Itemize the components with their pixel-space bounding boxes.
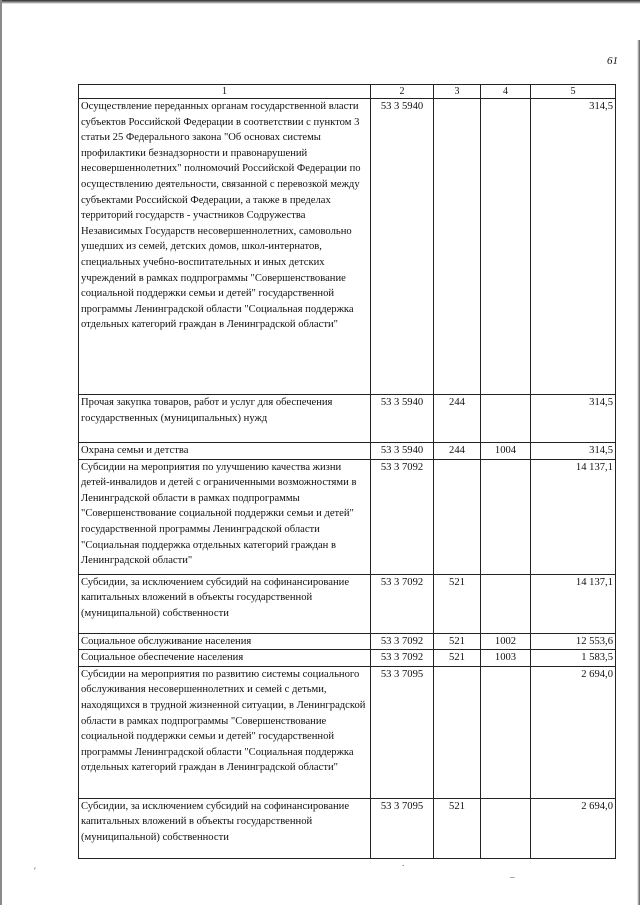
table-row	[79, 574, 616, 633]
row-expense-type: 521	[434, 798, 481, 858]
page-number: 61	[607, 55, 618, 67]
row-name: Социальное обслуживание населения	[79, 633, 371, 650]
row-name: Социальное обеспечение населения	[79, 650, 371, 667]
header-cell: 4	[481, 85, 531, 99]
table-row	[79, 99, 616, 395]
header-cell: 5	[531, 85, 616, 99]
table-row	[79, 666, 616, 798]
table-row	[79, 459, 616, 574]
row-expense-type	[434, 666, 481, 798]
row-target-code: 53 3 5940	[371, 395, 434, 443]
row-target-code: 53 3 7092	[371, 650, 434, 667]
row-target-code: 53 3 7095	[371, 798, 434, 858]
row-section: 1002	[481, 633, 531, 650]
row-name: Субсидии, за исключением субсидий на софинансирование капитальных вложений в объекты государственной (муниципальной) собственности	[79, 798, 371, 858]
row-amount: 314,5	[531, 443, 616, 460]
row-name: Охрана семьи и детства	[79, 443, 371, 460]
row-expense-type: 521	[434, 650, 481, 667]
row-expense-type: 521	[434, 574, 481, 633]
row-amount: 314,5	[531, 395, 616, 443]
row-target-code: 53 3 7092	[371, 633, 434, 650]
row-amount: 12 553,6	[531, 633, 616, 650]
row-section	[481, 666, 531, 798]
table-row	[79, 798, 616, 858]
row-target-code: 53 3 5940	[371, 443, 434, 460]
scan-speck: ′	[34, 866, 36, 876]
row-name: Субсидии на мероприятия по развитию системы социального обслуживания несовершеннолетних и семей с детьми, находящихся в трудной жизненной ситуации, в Ленинградской области в рамках подпрограммы "Совершенствование социальной поддержки семьи и детей" государственной программы Ленинградской области "Социальная поддержка отдельных категорий граждан в Ленинградской области"	[79, 666, 371, 798]
table-row	[79, 395, 616, 443]
table-header-row	[79, 85, 616, 99]
budget-table	[78, 84, 616, 859]
row-amount: 314,5	[531, 99, 616, 395]
row-name: Субсидии на мероприятия по улучшению качества жизни детей-инвалидов и детей с ограниченными возможностями в Ленинградской области в рамках подпрограммы "Совершенствование социальной поддержки семьи и детей" государственной программы Ленинградской области "Социальная поддержка отдельных категорий граждан в Ленинградской области"	[79, 459, 371, 574]
row-name: Прочая закупка товаров, работ и услуг для обеспечения государственных (муниципальных) нужд	[79, 395, 371, 443]
row-section: 1004	[481, 443, 531, 460]
row-amount: 14 137,1	[531, 574, 616, 633]
row-amount: 14 137,1	[531, 459, 616, 574]
table-row	[79, 650, 616, 667]
scan-speck: –	[510, 872, 515, 882]
row-section: 1003	[481, 650, 531, 667]
row-target-code: 53 3 7092	[371, 459, 434, 574]
row-target-code: 53 3 7095	[371, 666, 434, 798]
header-cell: 3	[434, 85, 481, 99]
row-expense-type: 244	[434, 443, 481, 460]
row-target-code: 53 3 5940	[371, 99, 434, 395]
row-section	[481, 798, 531, 858]
table-row	[79, 443, 616, 460]
row-expense-type: 521	[434, 633, 481, 650]
row-amount: 2 694,0	[531, 666, 616, 798]
row-amount: 1 583,5	[531, 650, 616, 667]
header-cell: 2	[371, 85, 434, 99]
row-section	[481, 99, 531, 395]
row-expense-type	[434, 459, 481, 574]
table-row	[79, 633, 616, 650]
row-section	[481, 574, 531, 633]
scan-speck: .	[402, 858, 405, 868]
row-name: Осуществление переданных органам государственной власти субъектов Российской Федерации в соответствии с пунктом 3 статьи 25 Федерального закона "Об основах системы профилактики безнадзорности и правонарушений несовершеннолетних" полномочий Российской Федерации по осуществлению деятельности, связанной с перевозкой между субъектами Российской Федерации, а также в пределах территорий государств - участников Содружества Независимых Государств несовершеннолетних, самовольно ушедших из семей, детских домов, школ-интернатов, специальных учебно-воспитательных и иных детских учреждений в рамках подпрограммы "Совершенствование социальной поддержки семьи и детей" государственной программы Ленинградской области "Социальная поддержка отдельных категорий граждан в Ленинградской области"	[79, 99, 371, 395]
row-target-code: 53 3 7092	[371, 574, 434, 633]
scan-left-edge	[0, 0, 2, 905]
row-section	[481, 459, 531, 574]
row-name: Субсидии, за исключением субсидий на софинансирование капитальных вложений в объекты государственной (муниципальной) собственности	[79, 574, 371, 633]
row-amount: 2 694,0	[531, 798, 616, 858]
header-cell: 1	[79, 85, 371, 99]
scan-top-edge	[0, 0, 640, 4]
row-expense-type: 244	[434, 395, 481, 443]
row-expense-type	[434, 99, 481, 395]
row-section	[481, 395, 531, 443]
